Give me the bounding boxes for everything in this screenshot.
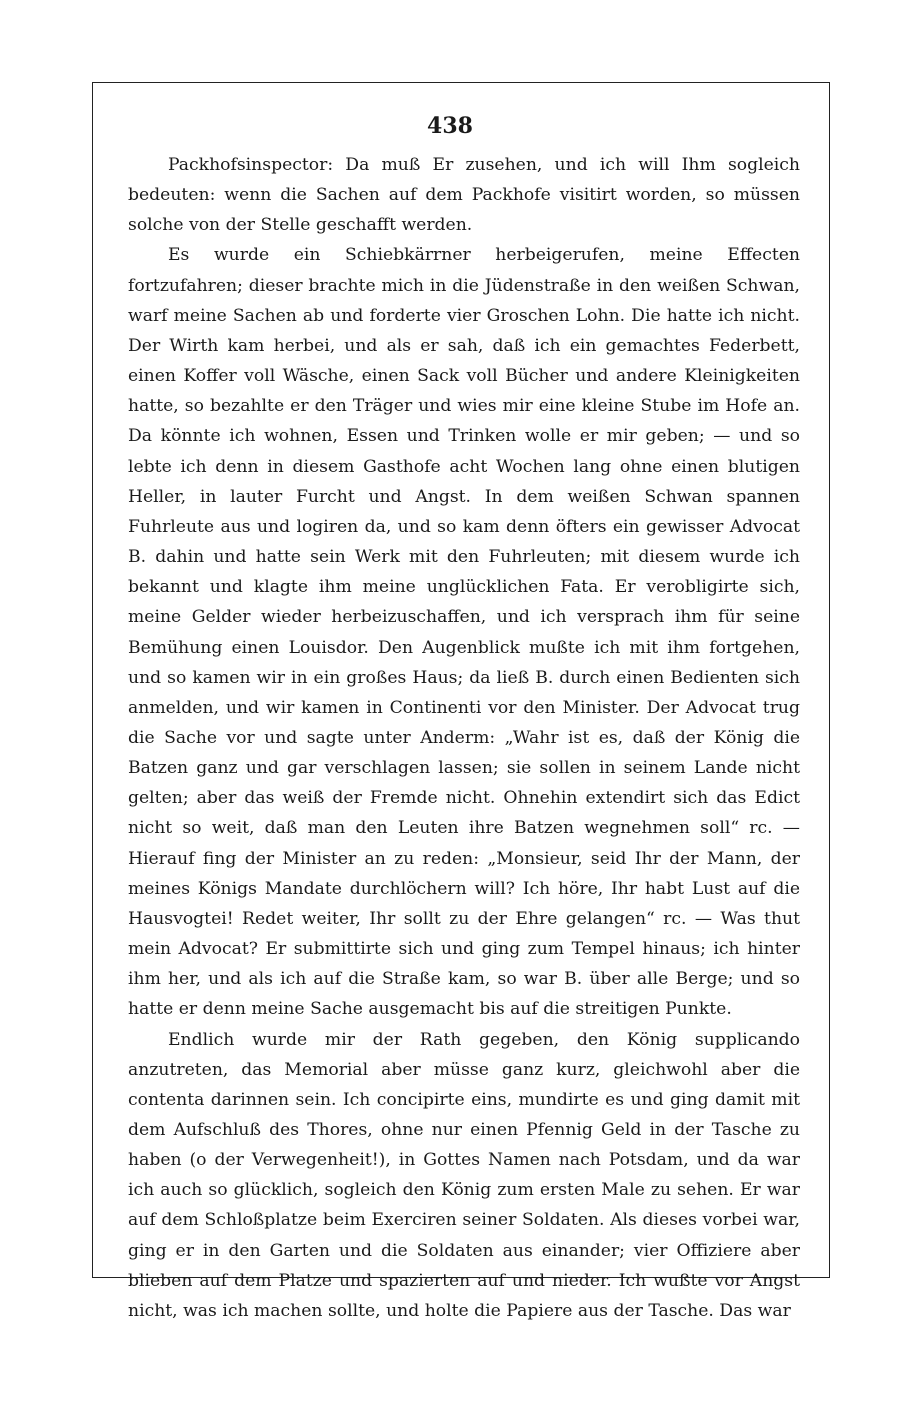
paragraph: Es wurde ein Schiebkärrner herbeigerufen, meine Effecten fortzufahren; dieser brachte mich in die Jüdenstraße in den weißen Schwan, warf meine Sachen ab und forderte vier Groschen Lohn. Die hatte ich nicht. Der Wirth kam herbei, und als er sah, daß ich ein gemachtes Federbett, einen Koffer voll Wäsche, einen Sack voll Bücher und andere Kleinigkeiten hatte, so bezahlte er den Träger und wies mir eine kleine Stube im Hofe an. Da könnte ich wohnen, Essen und Trinken wolle er mir geben; — und so lebte ich denn in diesem Gasthofe acht Wochen lang ohne einen blutigen Heller, in lauter Furcht und Angst. In dem weißen Schwan spannen Fuhrleute aus und logiren da, und so kam denn öfters ein gewisser Advocat B. dahin und hatte sein Werk mit den Fuhrleuten; mit diesem wurde ich bekannt und klagte ihm meine unglücklichen Fata. Er verobligirte sich, meine Gelder wieder herbeizuschaffen, und ich versprach ihm für seine Bemühung einen Louisdor. Den Augenblick mußte ich mit ihm fortgehen, und so kamen wir in ein großes Haus; da ließ B. durch einen Bedienten sich anmelden, und wir kamen in Continenti vor den Minister. Der Advocat trug die Sache vor und sagte unter Anderm: „Wahr ist es, daß der König die Batzen ganz und gar verschlagen lassen; sie sollen in seinem Lande nicht gelten; aber das weiß der Fremde nicht. Ohnehin extendirt sich das Edict nicht so weit, daß man den Leuten ihre Batzen wegnehmen soll“ rc. — Hierauf fing der Minister an zu reden: „Monsieur, seid Ihr der Mann, der meines Königs Mandate durchlöchern will? Ich höre, Ihr habt Lust auf die Hausvogtei! Redet weiter, Ihr sollt zu der Ehre gelangen“ rc. — Was thut mein Advocat? Er submittirte sich und ging zum Tempel hinaus; ich hinter ihm her, und als ich auf die Straße kam, so war B. über alle Berge; und so hatte er denn meine Sache ausgemacht bis auf die streitigen Punkte. (128, 245, 800, 1020)
page-number: 438 (427, 113, 473, 139)
page-text (128, 150, 800, 1326)
paragraph: Endlich wurde mir der Rath gegeben, den König supplicando anzutreten, das Memorial aber müsse ganz kurz, gleichwohl aber die contenta darinnen sein. Ich concipirte eins, mundirte es und ging damit mit dem Aufschluß des Thores, ohne nur einen Pfennig Geld in der Tasche zu haben (o der Verwegenheit!), in Gottes Namen nach Potsdam, und da war ich auch so glücklich, sogleich den König zum ersten Male zu sehen. Er war auf dem Schloßplatze beim Exerciren seiner Soldaten. Als dieses vorbei war, ging er in den Garten und die Soldaten aus einander; vier Offiziere aber blieben auf dem Platze und spazierten auf und nieder. Ich wußte vor Angst nicht, was ich machen sollte, und holte die Papiere aus der Tasche. Das war (128, 1029, 800, 1321)
paragraph: Packhofsinspector: Da muß Er zusehen, und ich will Ihm sogleich bedeuten: wenn die Sachen auf dem Packhofe visitirt worden, so müssen solche von der Stelle geschafft werden. (128, 155, 800, 236)
